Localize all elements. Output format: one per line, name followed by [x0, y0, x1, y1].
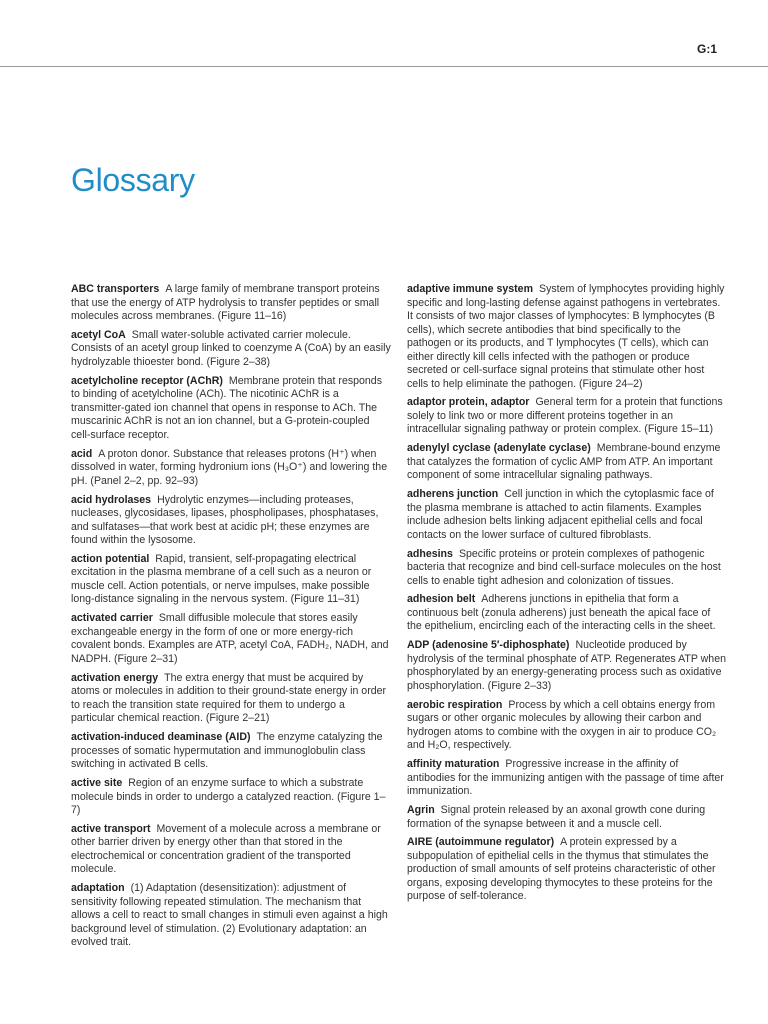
glossary-term: action potential	[71, 552, 150, 565]
page-number: G:1	[696, 42, 717, 56]
glossary-definition: Signal protein released by an axonal growth cone during formation of the synapse between it and a muscle cell.	[407, 804, 706, 830]
glossary-entry	[71, 882, 391, 950]
glossary-term: adaptor protein, adaptor	[407, 396, 530, 409]
glossary-entry	[407, 836, 727, 904]
glossary-definition: A large family of membrane transport proteins that use the energy of ATP hydrolysis to transfer peptides or small molecules across membranes. (Figure 11–16)	[71, 283, 380, 322]
glossary-entry	[71, 823, 391, 877]
glossary-term: adhesion belt	[407, 593, 476, 606]
glossary-entry	[407, 488, 727, 542]
glossary-definition: Small diffusible molecule that stores easily exchangeable energy in the form of one or more energy-rich covalent bonds. Examples are ATP, acetyl CoA, FADH₂, NADH, and NADPH. (Figure 2–31)	[71, 612, 389, 665]
glossary-entry	[407, 804, 727, 831]
glossary-term: acid	[71, 447, 93, 460]
glossary-entry	[407, 758, 727, 799]
glossary-entry	[71, 448, 391, 489]
glossary-entry	[407, 283, 727, 391]
glossary-entry	[71, 731, 391, 772]
glossary-entry	[407, 639, 727, 693]
glossary-definition: Movement of a molecule across a membrane or other barrier driven by energy other than that stored in the electrochemical or concentration gradient of the transported molecule.	[71, 822, 381, 876]
glossary-entry	[71, 283, 391, 324]
glossary-entry	[71, 375, 391, 443]
glossary-term: acetylcholine receptor (AChR)	[71, 374, 223, 387]
glossary-column-left	[71, 283, 391, 955]
glossary-definition: Cell junction in which the cytoplasmic face of the plasma membrane is attached to actin filaments. Examples include adhesion belts linking adjacent epithelial cells and focal contacts on the lower surface of cultured fibroblasts.	[407, 488, 714, 541]
glossary-definition: Membrane protein that responds to binding of acetylcholine (ACh). The nicotinic AChR is a transmitter-gated ion channel that opens in response to ACh. The muscarinic AChR is not an ion channel, but a G-protein-coupled cell-surface receptor.	[71, 374, 382, 441]
glossary-entry	[407, 396, 727, 437]
glossary-term: activation energy	[71, 671, 159, 684]
glossary-term: Agrin	[407, 804, 435, 817]
glossary-definition: (1) Adaptation (desensitization): adjustment of sensitivity following repeated stimulation. The mechanism that allows a cell to react to small changes in stimuli even against a high background level of stimulation. (2) Evolutionary adaptation: an evolved trait.	[71, 882, 388, 949]
glossary-definition: Nucleotide produced by hydrolysis of the terminal phosphate of ATP. Regenerates ATP when phosphorylated by an energy-generating process such as oxidative phosphorylation. (Figure 2–33)	[407, 639, 726, 692]
glossary-term: acid hydrolases	[71, 493, 152, 506]
glossary-term: ADP (adenosine 5′-diphosphate)	[407, 639, 570, 652]
glossary-term: activated carrier	[71, 612, 153, 625]
glossary-entry	[407, 548, 727, 589]
glossary-definition: Adherens junctions in epithelia that form a continuous belt (zonula adherens) just beneath the apical face of the epithelium, encircling each of the interacting cells in the sheet.	[407, 593, 716, 633]
glossary-definition: The enzyme catalyzing the processes of somatic hypermutation and immunoglobulin class switching in activated B cells.	[71, 731, 383, 771]
glossary-definition: Process by which a cell obtains energy from sugars or other organic molecules by allowing their carbon and hydrogen atoms to combine with the oxygen in air to produce CO₂ and H₂O, respectively.	[407, 698, 717, 752]
glossary-term: adaptive immune system	[407, 283, 533, 295]
glossary-term: activation-induced deaminase (AID)	[71, 731, 251, 744]
header-rule	[0, 66, 768, 67]
glossary-definition: Small water-soluble activated carrier molecule. Consists of an acetyl group linked to coenzyme A (CoA) by an easily hydrolyzable thioester bond. (Figure 2–38)	[71, 328, 391, 368]
glossary-definition: A proton donor. Substance that releases protons (H⁺) when dissolved in water, forming hydronium ions (H₃O⁺) and lowering the pH. (Panel 2–2, pp. 92–93)	[71, 447, 388, 487]
glossary-term: aerobic respiration	[407, 698, 503, 711]
glossary-entry	[71, 494, 391, 548]
glossary-term: ABC transporters	[71, 283, 160, 295]
glossary-entry	[71, 329, 391, 370]
glossary-definition: A protein expressed by a subpopulation of epithelial cells in the thymus that stimulates the production of small amounts of self proteins characteristic of other organs, exposing developing thymocytes to these proteins for the purpose of self-tolerance.	[407, 836, 716, 903]
glossary-entry	[407, 699, 727, 753]
glossary-definition: Region of an enzyme surface to which a substrate molecule binds in order to undergo a catalyzed reaction. (Figure 1–7)	[71, 777, 386, 817]
glossary-entry	[407, 593, 727, 634]
glossary-term: adaptation	[71, 882, 125, 895]
glossary-definition: Progressive increase in the affinity of antibodies for the immunizing antigen with the passage of time after immunization.	[407, 758, 724, 798]
glossary-entry	[71, 612, 391, 666]
glossary-term: active site	[71, 777, 123, 790]
glossary-definition: General term for a protein that functions solely to link two or more different proteins together in an intracellular signaling pathway or protein complex. (Figure 15–11)	[407, 396, 723, 436]
glossary-definition: Specific proteins or protein complexes of pathogenic bacteria that recognize and bind cell-surface molecules on the host cells to enable tight adhesion and colonization of tissues.	[407, 547, 721, 587]
glossary-definition: System of lymphocytes providing highly specific and long-lasting defense against pathogens in vertebrates. It consists of two major classes of lymphocytes: B lymphocytes (B cells), which secrete antibodies that bind specifically to the pathogen or its products, and T lymphocytes (T cells), which can either directly kill cells infected with the pathogen or produce secreted or cell-surface signal proteins that stimulate other host cells to help eliminate the pathogen. (Figure 24–2)	[407, 283, 725, 390]
glossary-term: acetyl CoA	[71, 328, 126, 341]
glossary-definition: The extra energy that must be acquired by atoms or molecules in addition to their ground-state energy in order to reach the transition state required for them to undergo a particular chemical reaction. (Figure 2–21)	[71, 671, 387, 725]
glossary-entry	[71, 777, 391, 818]
glossary-term: active transport	[71, 822, 151, 835]
glossary-term: adhesins	[407, 547, 453, 560]
glossary-definition: Hydrolytic enzymes—including proteases, nucleases, glycosidases, lipases, phospholipases, phosphatases, and sulfatases—that work best at acidic pH; these enzymes are found within the lysosome.	[71, 493, 379, 547]
glossary-entry	[407, 442, 727, 483]
glossary-definition: Rapid, transient, self-propagating electrical excitation in the plasma membrane of a cell such as a neuron or muscle cell. Action potentials, or nerve impulses, make possible long-distance signaling in the nervous system. (Figure 11–31)	[71, 552, 372, 606]
glossary-term: affinity maturation	[407, 758, 500, 771]
glossary-term: adherens junction	[407, 488, 499, 501]
glossary-term: AIRE (autoimmune regulator)	[407, 836, 555, 849]
glossary-entry	[71, 553, 391, 607]
glossary-entry	[71, 672, 391, 726]
page-title: Glossary	[71, 162, 195, 198]
glossary-column-right	[407, 283, 727, 909]
glossary-definition: Membrane-bound enzyme that catalyzes the formation of cyclic AMP from ATP. An important component of some intracellular signaling pathways.	[407, 442, 721, 482]
glossary-term: adenylyl cyclase (adenylate cyclase)	[407, 442, 591, 455]
